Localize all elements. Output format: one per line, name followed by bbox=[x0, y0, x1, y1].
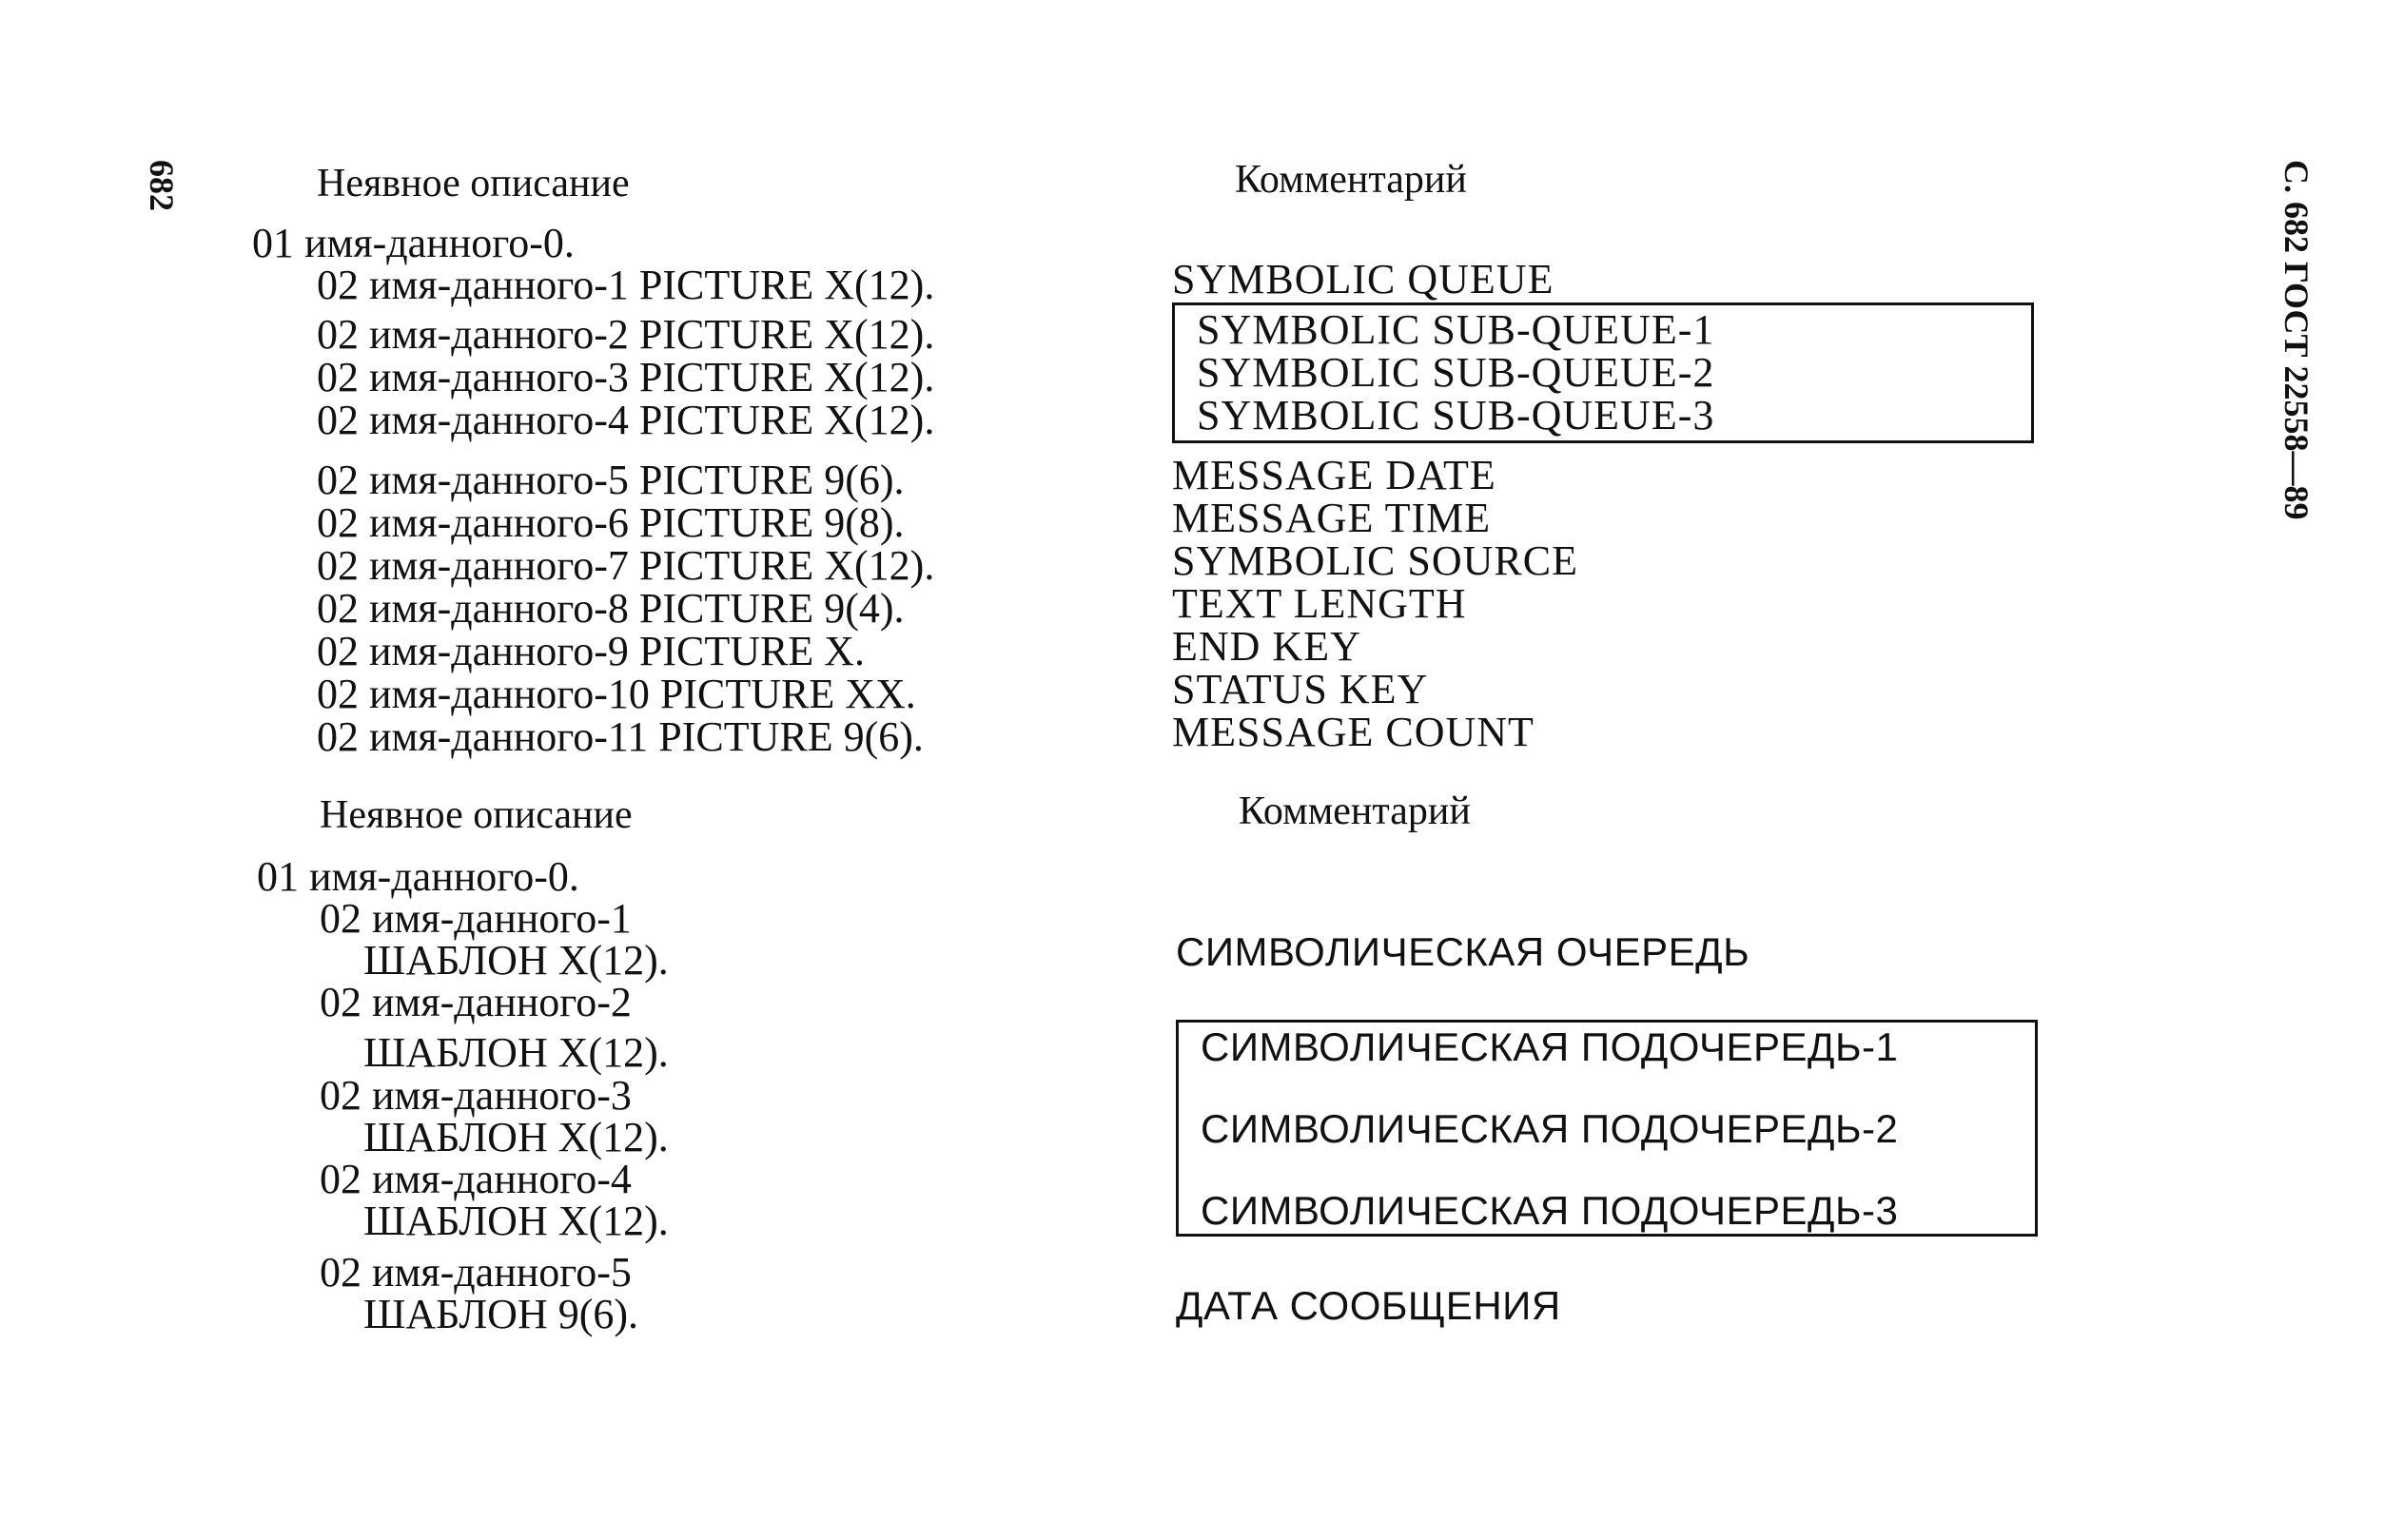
section2-comment-3: СИМВОЛИЧЕСКАЯ ПОДОЧЕРЕДЬ-2 bbox=[1201, 1106, 1899, 1151]
section1-header-left: Неявное описание bbox=[317, 162, 630, 205]
section2-level01: 01 имя-данного-0. bbox=[257, 853, 579, 900]
running-head: С. 682 ГОСТ 22558—89 bbox=[2277, 160, 2316, 520]
section1-comment-11: MESSAGE COUNT bbox=[1172, 709, 1535, 755]
section2-header-right: Комментарий bbox=[1239, 789, 1471, 833]
section2-comment-2: СИМВОЛИЧЕСКАЯ ПОДОЧЕРЕДЬ-1 bbox=[1201, 1024, 1899, 1069]
section1-code-10: 02 имя-данного-10 PICTURE XX. bbox=[317, 671, 916, 717]
section2-comment-1: СИМВОЛИЧЕСКАЯ ОЧЕРЕДЬ bbox=[1176, 929, 1750, 974]
section2-header-left: Неявное описание bbox=[320, 793, 633, 837]
section2-name-1: 02 имя-данного-1 bbox=[320, 895, 632, 942]
section1-code-11: 02 имя-данного-11 PICTURE 9(6). bbox=[317, 713, 924, 760]
section2-picture-3: ШАБЛОН X(12). bbox=[363, 1114, 669, 1160]
section1-code-3: 02 имя-данного-3 PICTURE X(12). bbox=[317, 354, 935, 400]
section1-comment-1: SYMBOLIC QUEUE bbox=[1172, 256, 1554, 302]
section2-picture-2: ШАБЛОН X(12). bbox=[363, 1029, 669, 1076]
section1-comment-2: SYMBOLIC SUB-QUEUE-1 bbox=[1197, 306, 1715, 353]
section1-comment-3: SYMBOLIC SUB-QUEUE-2 bbox=[1197, 349, 1715, 396]
section1-comment-9: END KEY bbox=[1172, 623, 1361, 670]
section1-code-1: 02 имя-данного-1 PICTURE X(12). bbox=[317, 262, 935, 308]
section2-comment-5: ДАТА СООБЩЕНИЯ bbox=[1176, 1283, 1561, 1328]
section1-code-9: 02 имя-данного-9 PICTURE X. bbox=[317, 628, 866, 674]
page-number: 682 bbox=[143, 160, 181, 211]
section1-level01: 01 имя-данного-0. bbox=[252, 220, 575, 266]
section1-code-4: 02 имя-данного-4 PICTURE X(12). bbox=[317, 397, 935, 443]
section1-comment-4: SYMBOLIC SUB-QUEUE-3 bbox=[1197, 392, 1715, 439]
section2-name-2: 02 имя-данного-2 bbox=[320, 979, 632, 1025]
section1-comment-10: STATUS KEY bbox=[1172, 666, 1429, 712]
section1-code-6: 02 имя-данного-6 PICTURE 9(8). bbox=[317, 499, 905, 546]
section1-header-right: Комментарий bbox=[1235, 158, 1467, 202]
section1-comment-7: SYMBOLIC SOURCE bbox=[1172, 537, 1578, 584]
section2-picture-5: ШАБЛОН 9(6). bbox=[363, 1291, 639, 1337]
section1-comment-6: MESSAGE TIME bbox=[1172, 495, 1492, 541]
section1-code-5: 02 имя-данного-5 PICTURE 9(6). bbox=[317, 457, 905, 503]
section1-comment-8: TEXT LENGTH bbox=[1172, 580, 1467, 627]
section2-comment-4: СИМВОЛИЧЕСКАЯ ПОДОЧЕРЕДЬ-3 bbox=[1201, 1188, 1899, 1233]
section2-picture-1: ШАБЛОН X(12). bbox=[363, 937, 669, 984]
section1-code-8: 02 имя-данного-8 PICTURE 9(4). bbox=[317, 585, 905, 632]
section2-name-5: 02 имя-данного-5 bbox=[320, 1249, 632, 1296]
section1-code-2: 02 имя-данного-2 PICTURE X(12). bbox=[317, 311, 935, 358]
section2-picture-4: ШАБЛОН X(12). bbox=[363, 1198, 669, 1244]
section2-name-4: 02 имя-данного-4 bbox=[320, 1156, 632, 1202]
section1-comment-5: MESSAGE DATE bbox=[1172, 452, 1496, 498]
section2-name-3: 02 имя-данного-3 bbox=[320, 1072, 632, 1119]
section1-code-7: 02 имя-данного-7 PICTURE X(12). bbox=[317, 542, 935, 589]
